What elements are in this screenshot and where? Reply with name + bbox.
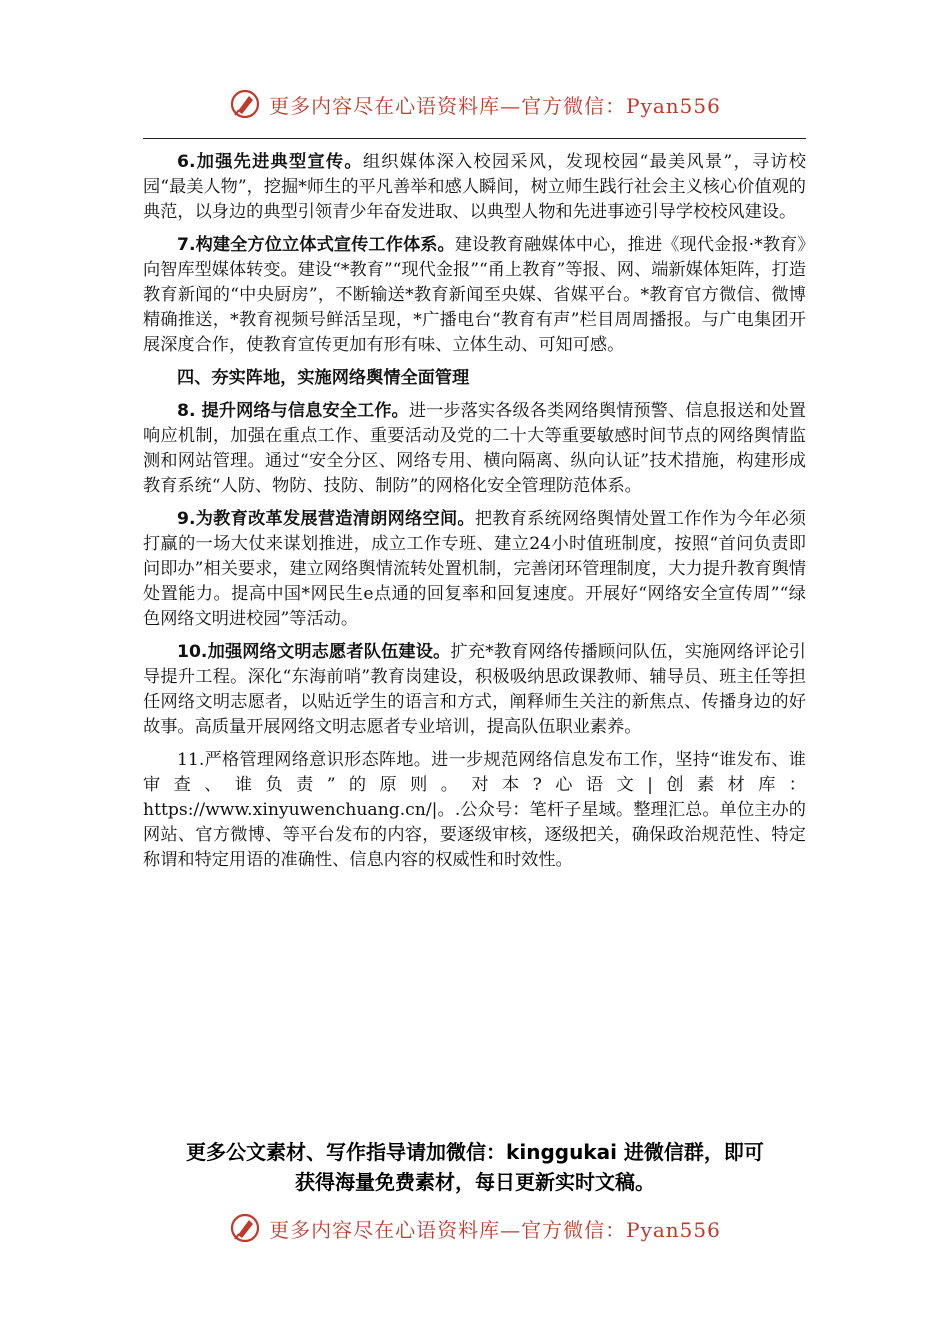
footer-line-2: 获得海量免费素材，每日更新实时文稿。 bbox=[295, 1170, 655, 1194]
header-watermark bbox=[0, 82, 950, 126]
footer-promo bbox=[100, 1137, 850, 1197]
section-heading: 四、夯实阵地，实施网络舆情全面管理 bbox=[177, 368, 470, 388]
document-body bbox=[143, 150, 806, 881]
footer-watermark bbox=[0, 1206, 950, 1250]
watermark-text: 更多内容尽在心语资料库—官方微信：Pyan556 bbox=[269, 1217, 721, 1242]
footer-line-1: 更多公文素材、写作指导请加微信：kinggukai 进微信群，即可 bbox=[186, 1140, 764, 1164]
paragraph-body: 组织媒体深入校园采风，发现校园“最美风景”，寻访校园“最美人物”，挖掘*师生的平凡善举和感人瞬间，树立师生践行社会主义核心价值观的典范，以身边的典型引领青少年奋发进取、以典型人物和先进事迹引导学校校风建设。 bbox=[143, 152, 806, 222]
paragraph-7 bbox=[143, 233, 806, 358]
paragraph-lead: 9.为教育改革发展营造清朗网络空间。 bbox=[177, 509, 475, 529]
pen-nib-icon bbox=[229, 88, 261, 120]
paragraph-body: 把教育系统网络舆情处置工作作为今年必须打赢的一场大仗来谋划推进，成立工作专班、建立24小时值班制度，按照“首问负责即问即办”相关要求，建立网络舆情流转处置机制，完善闭环管理制度，大力提升教育舆情处置能力。提高中国*网民生e点通的回复率和回复速度。开展好“网络安全宣传周”“绿色网络文明进校园”等活动。 bbox=[143, 509, 806, 629]
pen-nib-icon bbox=[229, 1212, 261, 1244]
paragraph-lead: 6.加强先进典型宣传。 bbox=[177, 152, 363, 172]
paragraph-lead: 7.构建全方位立体式宣传工作体系。 bbox=[177, 235, 455, 255]
paragraph-8 bbox=[143, 399, 806, 499]
paragraph-body: 扩充*教育网络传播顾问队伍，实施网络评论引导提升工程。深化“东海前哨”教育岗建设，积极吸纳思政课教师、辅导员、班主任等担任网络文明志愿者，以贴近学生的语言和方式，阐释师生关注的新焦点、传播身边的好故事。高质量开展网络文明志愿者专业培训，提高队伍职业素养。 bbox=[143, 642, 806, 737]
paragraph-10 bbox=[143, 640, 806, 740]
paragraph-body: 建设教育融媒体中心，推进《现代金报·*教育》向智库型媒体转变。建设“*教育”“现代金报”“甬上教育”等报、网、端新媒体矩阵，打造教育新闻的“中央厨房”，不断输送*教育新闻至央媒、省媒平台。*教育官方微信、微博精确推送，*教育视频号鲜活呈现，*广播电台“教育有声”栏目周周播报。与广电集团开展深度合作，使教育宣传更加有形有味、立体生动、可知可感。 bbox=[143, 235, 806, 355]
paragraph-body: 进一步落实各级各类网络舆情预警、信息报送和处置响应机制，加强在重点工作、重要活动及党的二十大等重要敏感时间节点的网络舆情监测和网站管理。通过“安全分区、网络专用、横向隔离、纵向认证”技术措施，构建形成教育系统“人防、物防、技防、制防”的网格化安全管理防范体系。 bbox=[143, 401, 806, 496]
paragraph-6 bbox=[143, 150, 806, 225]
paragraph-lead: 8. 提升网络与信息安全工作。 bbox=[177, 401, 409, 421]
watermark-text: 更多内容尽在心语资料库—官方微信：Pyan556 bbox=[269, 93, 721, 118]
header-divider bbox=[143, 138, 806, 139]
paragraph-9 bbox=[143, 507, 806, 632]
paragraph-lead: 10.加强网络文明志愿者队伍建设。 bbox=[177, 642, 451, 662]
paragraph-11 bbox=[143, 748, 806, 873]
paragraph-body: 11.严格管理网络意识形态阵地。进一步规范网络信息发布工作，坚持“谁发布、谁审查、谁负责”的原则。对本?心语文|创素材库：https://www.xinyuwenchuang.cn/|。.公众号：笔杆子星域。整理汇总。单位主办的网站、官方微博、等平台发布的内容，要逐级审核，逐级把关，确保政治规范性、特定称谓和特定用语的准确性、信息内容的权威性和时效性。 bbox=[143, 750, 806, 870]
